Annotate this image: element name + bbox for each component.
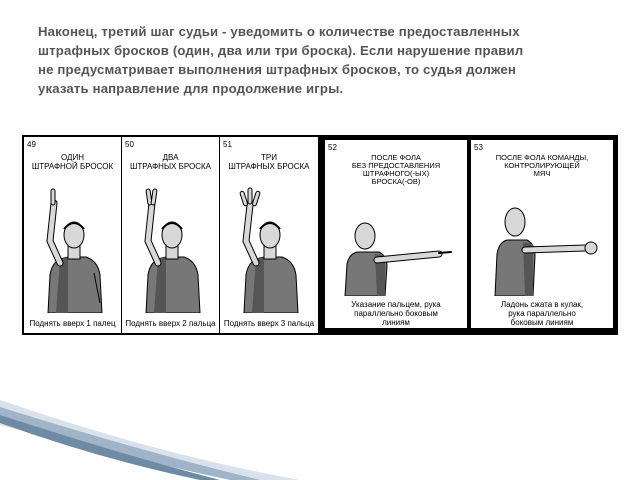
signal-number: 50 <box>125 140 134 149</box>
signal-panel-two-throws <box>122 137 220 333</box>
signal-number: 53 <box>474 143 483 152</box>
signal-caption: Ладонь сжата в кулак, <box>500 300 584 309</box>
referee-figure-three-fingers <box>234 183 304 313</box>
paragraph-line: не предусматривает выполнения штрафных бросков, то судья должен <box>38 62 516 77</box>
signal-title: ШТРАФНОГО(-ЫХ) <box>362 169 430 178</box>
signal-caption: Поднять вверх 2 пальца <box>125 319 216 328</box>
paragraph-line: указать направление для продолжение игры. <box>38 81 344 96</box>
signal-panel-one-throw <box>24 137 122 333</box>
signal-number: 49 <box>27 140 36 149</box>
signal-title: ТРИ <box>261 153 277 162</box>
instruction-paragraph <box>38 22 598 98</box>
signal-title: ОДИН <box>61 153 84 162</box>
signal-title: ПОСЛЕ ФОЛА КОМАНДЫ, <box>495 153 589 162</box>
signal-panel-no-free-throws <box>325 140 467 328</box>
signal-panel-team-control-foul <box>471 140 613 328</box>
signal-number: 52 <box>328 143 337 152</box>
signal-number: 51 <box>223 140 232 149</box>
paragraph-line: штрафных бросков (один, два или три броска). Если нарушение правил <box>38 43 524 58</box>
direction-signals <box>320 135 618 335</box>
referee-figure-pointing-finger <box>339 206 463 296</box>
signal-caption: боковым линиям <box>510 318 574 327</box>
signal-caption: Поднять вверх 1 палец <box>29 319 116 328</box>
signal-title: ПОСЛЕ ФОЛА <box>371 153 421 162</box>
signal-caption: Поднять вверх 3 пальца <box>223 319 315 328</box>
signal-subtitle: ШТРАФНЫХ БРОСКА <box>130 162 211 171</box>
signal-title: ДВА <box>162 153 179 162</box>
signal-caption: рука параллельно <box>508 309 576 318</box>
signal-caption: Указание пальцем, рука <box>351 300 441 309</box>
free-throws-signals <box>22 135 320 335</box>
signal-panel-three-throws <box>220 137 318 333</box>
signal-title: БРОСКА(-ОВ) <box>371 177 421 186</box>
signal-title: МЯЧ <box>533 169 551 178</box>
signal-subtitle: ШТРАФНЫХ БРОСКА <box>228 162 310 171</box>
signal-caption: линиям <box>382 318 410 327</box>
signal-subtitle: ШТРАФНОЙ БРОСОК <box>31 162 114 171</box>
signal-title: БЕЗ ПРЕДОСТАВЛЕНИЯ <box>351 161 441 170</box>
signal-caption: параллельно боковым <box>354 309 438 318</box>
paragraph-line: Наконец, третий шаг судьи - уведомить о количестве предоставленных <box>38 24 520 39</box>
referee-figure-fist <box>485 192 609 296</box>
decorative-swoosh <box>0 395 640 480</box>
referee-figure-two-fingers <box>136 183 206 313</box>
signal-title: КОНТРОЛИРУЮЩЕЙ <box>504 161 580 170</box>
referee-figure-one-finger <box>38 183 108 313</box>
